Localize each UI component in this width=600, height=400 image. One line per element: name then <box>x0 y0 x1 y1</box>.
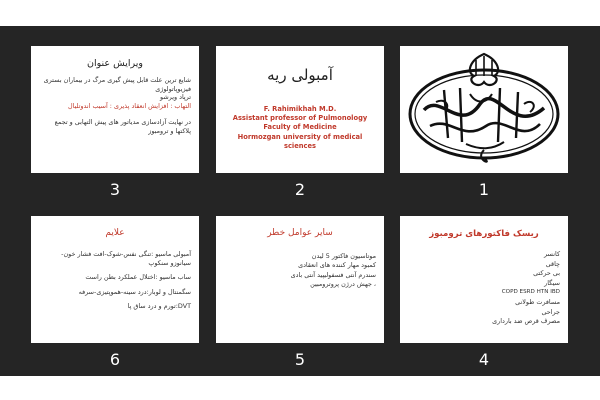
slide-title: ریسک فاکتورهای ترومبوز <box>429 229 539 239</box>
body-line: بی حرکتی <box>533 269 560 278</box>
body-line: سیانوزو سنکوپ <box>148 258 191 267</box>
body-line: موتاسیون فاکتور 5 لیدن <box>311 252 376 260</box>
body-line: پلاکتها و ترومبوز <box>148 126 191 135</box>
body-line: ساب ماسیو :اختلال عملکرد بطن راست <box>85 273 191 282</box>
body-line: آمبولی ماسیو :تنگی نفس-شوک-افت فشار خون- <box>61 250 191 258</box>
author-line: sciences <box>283 141 316 150</box>
author-line: Hormozgan university of medical <box>237 132 363 141</box>
slide-number-5: 5 <box>294 350 306 369</box>
body-line: کانسر <box>544 250 560 258</box>
slide-title: علایم <box>105 228 125 238</box>
slide-number-1: 1 <box>478 180 490 199</box>
slide-body <box>224 252 376 290</box>
slide-body <box>408 250 560 327</box>
body-line: DVT:تورم و درد ساق پا <box>127 302 191 311</box>
author-line: F. Rahimikhah M.D. <box>263 105 337 113</box>
author-line: Faculty of Medicine <box>263 123 337 132</box>
slide-thumbnail-4[interactable] <box>400 216 568 343</box>
slide-thumbnail-6[interactable] <box>31 216 199 343</box>
body-line: ترپاد ویرشو <box>160 93 191 102</box>
bismillah-calligraphy-icon <box>400 46 568 173</box>
body-line: ، جهش درژن پروترومبین <box>310 280 376 289</box>
slide-title: آمبولی ریه <box>267 66 333 84</box>
slide-number-6: 6 <box>109 350 121 369</box>
slide-thumbnail-2[interactable] <box>216 46 384 173</box>
body-line: سندرم آنتی فسفولیپید آنتی بادی <box>290 270 376 279</box>
body-line: کمبود مهار کننده های انعقادی <box>298 261 376 270</box>
slide-thumbnail-5[interactable] <box>216 216 384 343</box>
slide-number-2: 2 <box>294 180 306 199</box>
body-line: جراحی <box>541 307 560 316</box>
body-line: چاقی <box>545 259 560 268</box>
slide-thumbnail-1[interactable] <box>400 46 568 173</box>
slide-body <box>39 76 191 136</box>
body-line: سیگار <box>544 278 560 287</box>
slide-title: ویرایش عنوان <box>87 58 143 69</box>
body-line: COPD ESRD HTN IBD <box>501 289 560 296</box>
body-line: شایع ترین علت قابل پیش گیری مرگ در بیماران بستری <box>43 76 191 84</box>
body-line: مصرف قرص ضد بارداری <box>492 317 560 326</box>
slide-number-4: 4 <box>478 350 490 369</box>
body-line: مسافرت طولانی <box>515 297 560 306</box>
slide-author-block <box>224 105 376 151</box>
slide-thumbnail-3[interactable] <box>31 46 199 173</box>
slide-body <box>39 250 191 316</box>
body-line: در نهایت آزادسازی مدیاتور های پیش التهابی و تجمع <box>54 118 191 127</box>
slide-title: سایر عوامل خطر <box>267 228 333 238</box>
body-line: فیزیوپاتولوژی <box>155 84 191 93</box>
slide-sorter-view <box>0 26 600 376</box>
author-line: Assistant professor of Pulmonology <box>232 114 368 123</box>
body-line: سگمنتال و لوبار:درد سینه-هموپتیزی-سرفه <box>78 287 191 296</box>
body-line-highlight: التهاب : افزایش انعقاد پذیری : آسیب اندوتلیال <box>68 101 191 110</box>
slide-number-3: 3 <box>109 180 121 199</box>
